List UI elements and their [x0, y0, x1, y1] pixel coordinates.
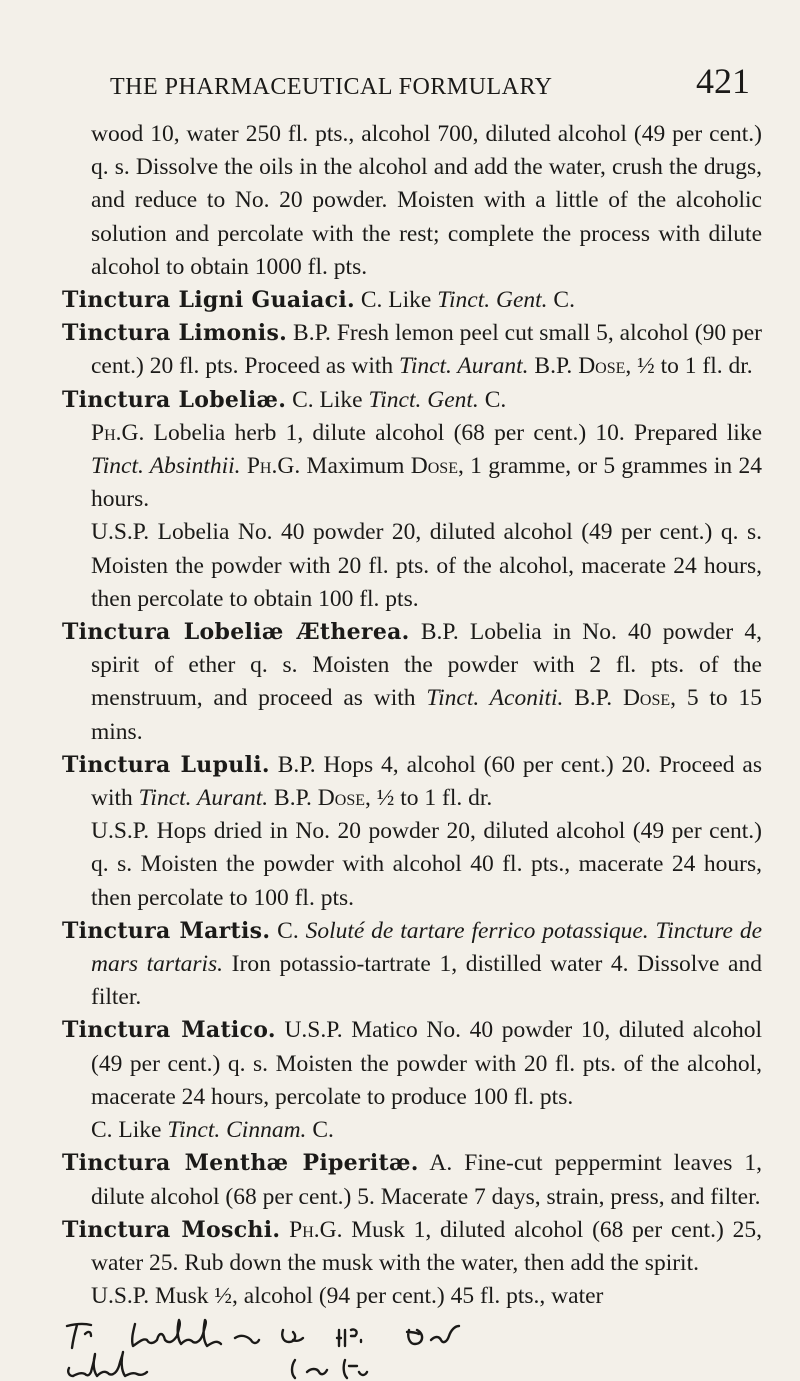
handwritten-annotation [55, 1318, 775, 1381]
entry-heading: Tinctura Menthæ Piperitæ. [62, 1150, 419, 1177]
small-caps-text: Dose, [410, 453, 464, 480]
body-text: wood 10, water 250 fl. pts., alcohol 700, diluted alcohol (49 per cent.) q. s. Dissolve the oils in the alcohol and add the water, crush the drugs, and reduce to No. 20 powder. Moisten with a little of the alcoholic solution and percolate with the rest; complete the process with dilute alcohol to obtain 1000 fl. pts. [91, 121, 762, 280]
entry-heading: Tinctura Martis. [62, 917, 271, 944]
formula-paragraph [62, 417, 762, 517]
formula-entry [62, 915, 762, 1015]
body-text: Lobelia herb 1, dilute alcohol (68 per cent.) 10. Prepared like [144, 419, 762, 446]
entry-heading: Tinctura Limonis. [62, 320, 288, 347]
entry-heading: Tinctura Ligni Guaiaci. [62, 287, 355, 314]
formula-paragraph [62, 1114, 762, 1147]
small-caps-text: Dose, [317, 785, 371, 812]
formula-entry [62, 317, 762, 383]
body-text: C. [270, 917, 306, 944]
page-number: 421 [696, 61, 750, 101]
body-text: C. Like [354, 287, 438, 314]
body-text: 5 to 15 mins. [91, 685, 763, 745]
formula-entry [62, 749, 762, 815]
body-text: C. [306, 1117, 334, 1144]
italic-text: Tinct. Aurant. [399, 353, 529, 380]
body-text: B.P. Lobelia in No. 40 powder 4, spirit of ether q. s. Moisten the powder with 2 fl. pts. of the menstruum, and proceed as with [91, 619, 762, 712]
body-text: C. [478, 386, 507, 413]
body-text: B.P. Fresh lemon peel cut small 5, alcohol (90 per cent.) 20 fl. pts. Proceed as with [91, 320, 762, 380]
italic-text: Tinct. Aconiti. [426, 685, 564, 712]
formulary-text [62, 118, 762, 1313]
entry-heading: Tinctura Lobeliæ Ætherea. [62, 619, 410, 646]
running-title: THE PHARMACEUTICAL FORMULARY [110, 74, 553, 100]
body-text: Iron potassio-tartrate 1, distilled water 4. Dissolve and filter. [91, 951, 762, 1011]
formula-paragraph [62, 1280, 762, 1313]
page-header [110, 60, 750, 104]
formula-paragraph [62, 815, 762, 915]
italic-text: Soluté de tartare ferrico potassique. Tincture de mars tartaris. [91, 917, 762, 978]
body-text: Musk 1, diluted alcohol (68 per cent.) 25, water 25. Rub down the musk with the water, then add the spirit. [91, 1216, 762, 1276]
body-text: 1 gramme, or 5 grammes in 24 hours. [91, 453, 762, 513]
small-caps-text: Dose, [622, 685, 677, 712]
body-text: U.S.P. Hops dried in No. 20 powder 20, diluted alcohol (49 per cent.) q. s. Moisten the powder with alcohol 40 fl. pts., macerate 24 hours, then percolate to 100 fl. pts. [91, 818, 762, 911]
body-text: C. Like [286, 386, 369, 413]
italic-text: Tinct. Absinthii. [91, 453, 241, 480]
body-text: C. [547, 287, 575, 314]
italic-text: Tinct. Aurant. [138, 785, 269, 812]
italic-text: Tinct. Cinnam. [167, 1117, 307, 1144]
formula-entry [62, 284, 762, 317]
body-text: B.P. [563, 685, 623, 712]
body-text: A. Fine-cut peppermint leaves 1, dilute alcohol (68 per cent.) 5. Macerate 7 days, strain, press, and filter. [91, 1150, 762, 1210]
body-text [280, 1217, 289, 1243]
body-text: U.S.P. Lobelia No. 40 powder 20, diluted alcohol (49 per cent.) q. s. Moisten the powder with 20 fl. pts. of the alcohol, macerate 24 hours, then percolate to obtain 100 fl. pts. [91, 519, 762, 612]
body-text: B.P. [528, 353, 579, 380]
body-text: B.P. [268, 785, 318, 812]
entry-heading: Tinctura Moschi. [62, 1216, 281, 1243]
body-text: C. Like [91, 1117, 168, 1144]
small-caps-text: Ph.G. [246, 453, 301, 480]
body-text: Maximum [300, 453, 411, 480]
entry-heading: Tinctura Lobeliæ. [62, 386, 287, 413]
formula-entry [62, 1014, 762, 1114]
italic-text: Tinct. Gent. [437, 287, 548, 314]
italic-text: Tinct. Gent. [368, 386, 479, 413]
body-text: U.S.P. Matico No. 40 powder 10, diluted alcohol (49 per cent.) q. s. Moisten the powder with 20 fl. pts. of the alcohol, macerate 24 hours, percolate to produce 100 fl. pts. [91, 1017, 762, 1110]
formula-entry [62, 616, 762, 749]
small-caps-text: Ph.G. [289, 1216, 343, 1243]
formula-paragraph [62, 118, 762, 284]
entry-heading: Tinctura Matico. [62, 1017, 276, 1044]
small-caps-text: Ph.G. [91, 419, 145, 446]
formula-paragraph [62, 516, 762, 616]
body-text: U.S.P. Musk ½, alcohol (94 per cent.) 45 fl. pts., water [91, 1283, 604, 1310]
formula-entry [62, 384, 762, 417]
formula-entry [62, 1147, 762, 1213]
formula-entry [62, 1214, 762, 1280]
entry-heading: Tinctura Lupuli. [62, 751, 270, 778]
body-text: ½ to 1 fl. dr. [370, 785, 493, 812]
body-text: ½ to 1 fl. dr. [631, 353, 753, 380]
body-text: B.P. Hops 4, alcohol (60 per cent.) 20. Proceed as with [91, 751, 762, 812]
small-caps-text: Dose, [578, 353, 632, 380]
